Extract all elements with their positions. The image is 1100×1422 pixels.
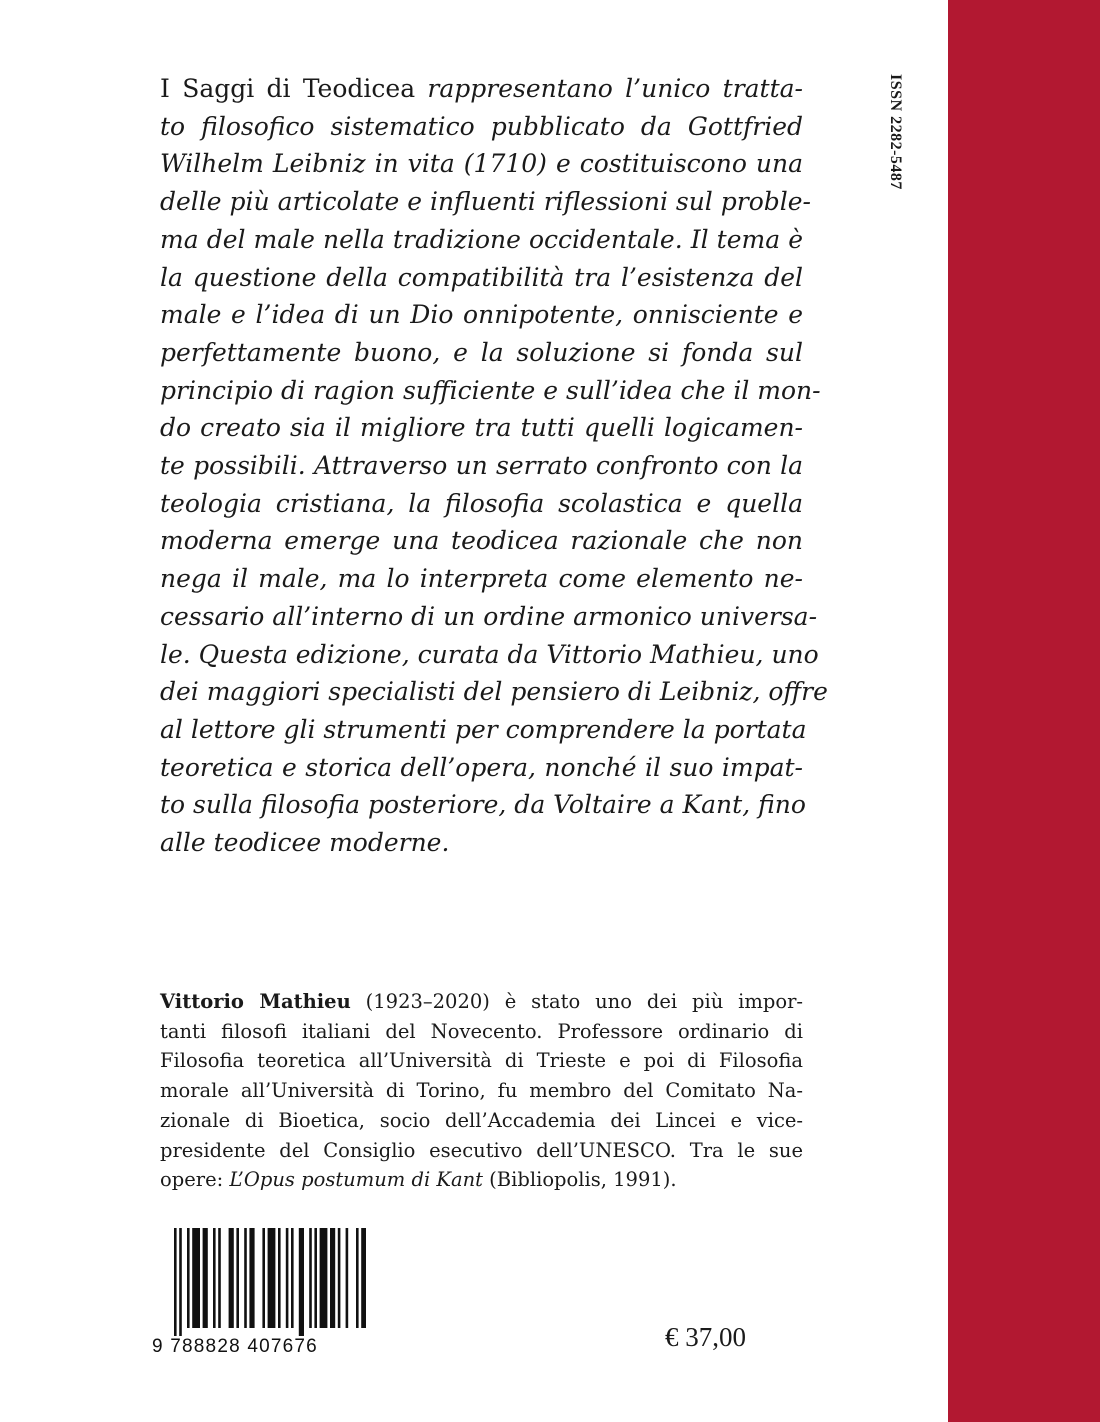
barcode-bar bbox=[314, 1228, 317, 1328]
blurb-line: do creato sia il migliore tra tutti quelli logicamen- bbox=[160, 413, 803, 443]
blurb-line: delle più articolate e influenti riflessioni sul proble- bbox=[160, 187, 812, 217]
blurb-line: to filosofico sistematico pubblicato da Gottfried bbox=[160, 111, 803, 141]
bio-line: zionale di Bioetica, socio dell’Accademia dei Lincei e vice- bbox=[160, 1108, 803, 1132]
barcode-bar bbox=[299, 1228, 304, 1336]
author-name: Vittorio Mathieu bbox=[160, 990, 351, 1013]
price-label: € 37,00 bbox=[665, 1322, 746, 1352]
blurb-line: nega il male, ma lo interpreta come elemento ne- bbox=[160, 564, 803, 594]
blurb-line: to sulla filosofia posteriore, da Voltaire a Kant, fino bbox=[160, 790, 806, 820]
barcode-number: 9 788828 407676 bbox=[152, 1336, 318, 1357]
blurb-line: principio di ragion sufficiente e sull’idea che il mon- bbox=[160, 375, 821, 405]
barcode-bar bbox=[174, 1228, 177, 1336]
bio-line: presidente del Consiglio esecutivo dell’UNESCO. Tra le sue bbox=[160, 1138, 803, 1162]
work-title: L’Opus postumum di Kant bbox=[229, 1168, 483, 1192]
blurb-line: moderna emerge una teodicea razionale che non bbox=[160, 526, 803, 556]
barcode-bar bbox=[192, 1228, 200, 1328]
barcode-bar bbox=[286, 1228, 289, 1328]
blurb-line: te possibili. Attraverso un serrato confronto con la bbox=[160, 451, 803, 481]
barcode-bar bbox=[278, 1228, 281, 1328]
barcode-bar bbox=[203, 1228, 208, 1328]
book-blurb bbox=[160, 70, 828, 862]
bio-line: Filosofia teoretica all’Università di Trieste e poi di Filosofia bbox=[160, 1049, 803, 1073]
barcode-bar bbox=[291, 1228, 294, 1328]
barcode-bar bbox=[330, 1228, 335, 1328]
barcode-bar bbox=[179, 1228, 182, 1336]
barcode-bars bbox=[152, 1228, 366, 1336]
barcode-bar bbox=[338, 1228, 341, 1328]
blurb-line: dei maggiori specialisti del pensiero di Leibniz, offre bbox=[160, 677, 828, 707]
blurb-line: teoretica e storica dell’opera, nonché il suo impat- bbox=[160, 752, 803, 782]
bio-line: morale all’Università di Torino, fu membro del Comitato Na- bbox=[160, 1079, 803, 1103]
blurb-line: male e l’idea di un Dio onnipotente, onnisciente e bbox=[160, 300, 803, 330]
bio-line: Vittorio Mathieu (1923–2020) è stato uno dei più impor- bbox=[160, 990, 803, 1013]
blurb-line: cessario all’interno di un ordine armonico universa- bbox=[160, 601, 818, 631]
barcode-bar bbox=[320, 1228, 328, 1328]
barcode-bar bbox=[236, 1228, 239, 1328]
blurb-line: teologia cristiana, la filosofia scolastica e quella bbox=[160, 488, 803, 518]
barcode-bar bbox=[268, 1228, 276, 1328]
barcode-bar bbox=[218, 1228, 221, 1328]
blurb-line: perfettamente buono, e la soluzione si fonda sul bbox=[160, 337, 803, 367]
blurb-line: la questione della compatibilità tra l’esistenza del bbox=[160, 262, 803, 292]
author-bio bbox=[160, 987, 803, 1195]
barcode-bar bbox=[361, 1228, 366, 1328]
blurb-line: ma del male nella tradizione occidentale. Il tema è bbox=[160, 224, 803, 254]
bio-line: opere: L’Opus postumum di Kant (Bibliopolis, 1991). bbox=[160, 1168, 677, 1192]
barcode-bar bbox=[187, 1228, 190, 1328]
bio-line: tanti filosofi italiani del Novecento. Professore ordinario di bbox=[160, 1019, 803, 1043]
blurb-line: le. Questa edizione, curata da Vittorio Mathieu, uno bbox=[160, 639, 819, 669]
blurb-line: al lettore gli strumenti per comprendere la portata bbox=[160, 714, 807, 744]
red-spine-band bbox=[948, 0, 1100, 1422]
barcode-bar bbox=[262, 1228, 265, 1328]
barcode-bar bbox=[346, 1228, 349, 1328]
blurb-line: Wilhelm Leibniz in vita (1710) e costituiscono una bbox=[160, 149, 803, 179]
barcode-bar bbox=[229, 1228, 234, 1328]
barcode-bar bbox=[244, 1228, 247, 1328]
barcode-bar bbox=[249, 1228, 254, 1328]
blurb-line: alle teodicee moderne. bbox=[160, 828, 450, 858]
barcode-bar bbox=[356, 1228, 359, 1328]
blurb-line: I Saggi di Teodicea rappresentano l’unico tratta- bbox=[160, 74, 803, 103]
issn-label: ISSN 2282-5487 bbox=[887, 74, 904, 190]
barcode-bar bbox=[309, 1228, 312, 1328]
barcode-bar bbox=[213, 1228, 216, 1328]
